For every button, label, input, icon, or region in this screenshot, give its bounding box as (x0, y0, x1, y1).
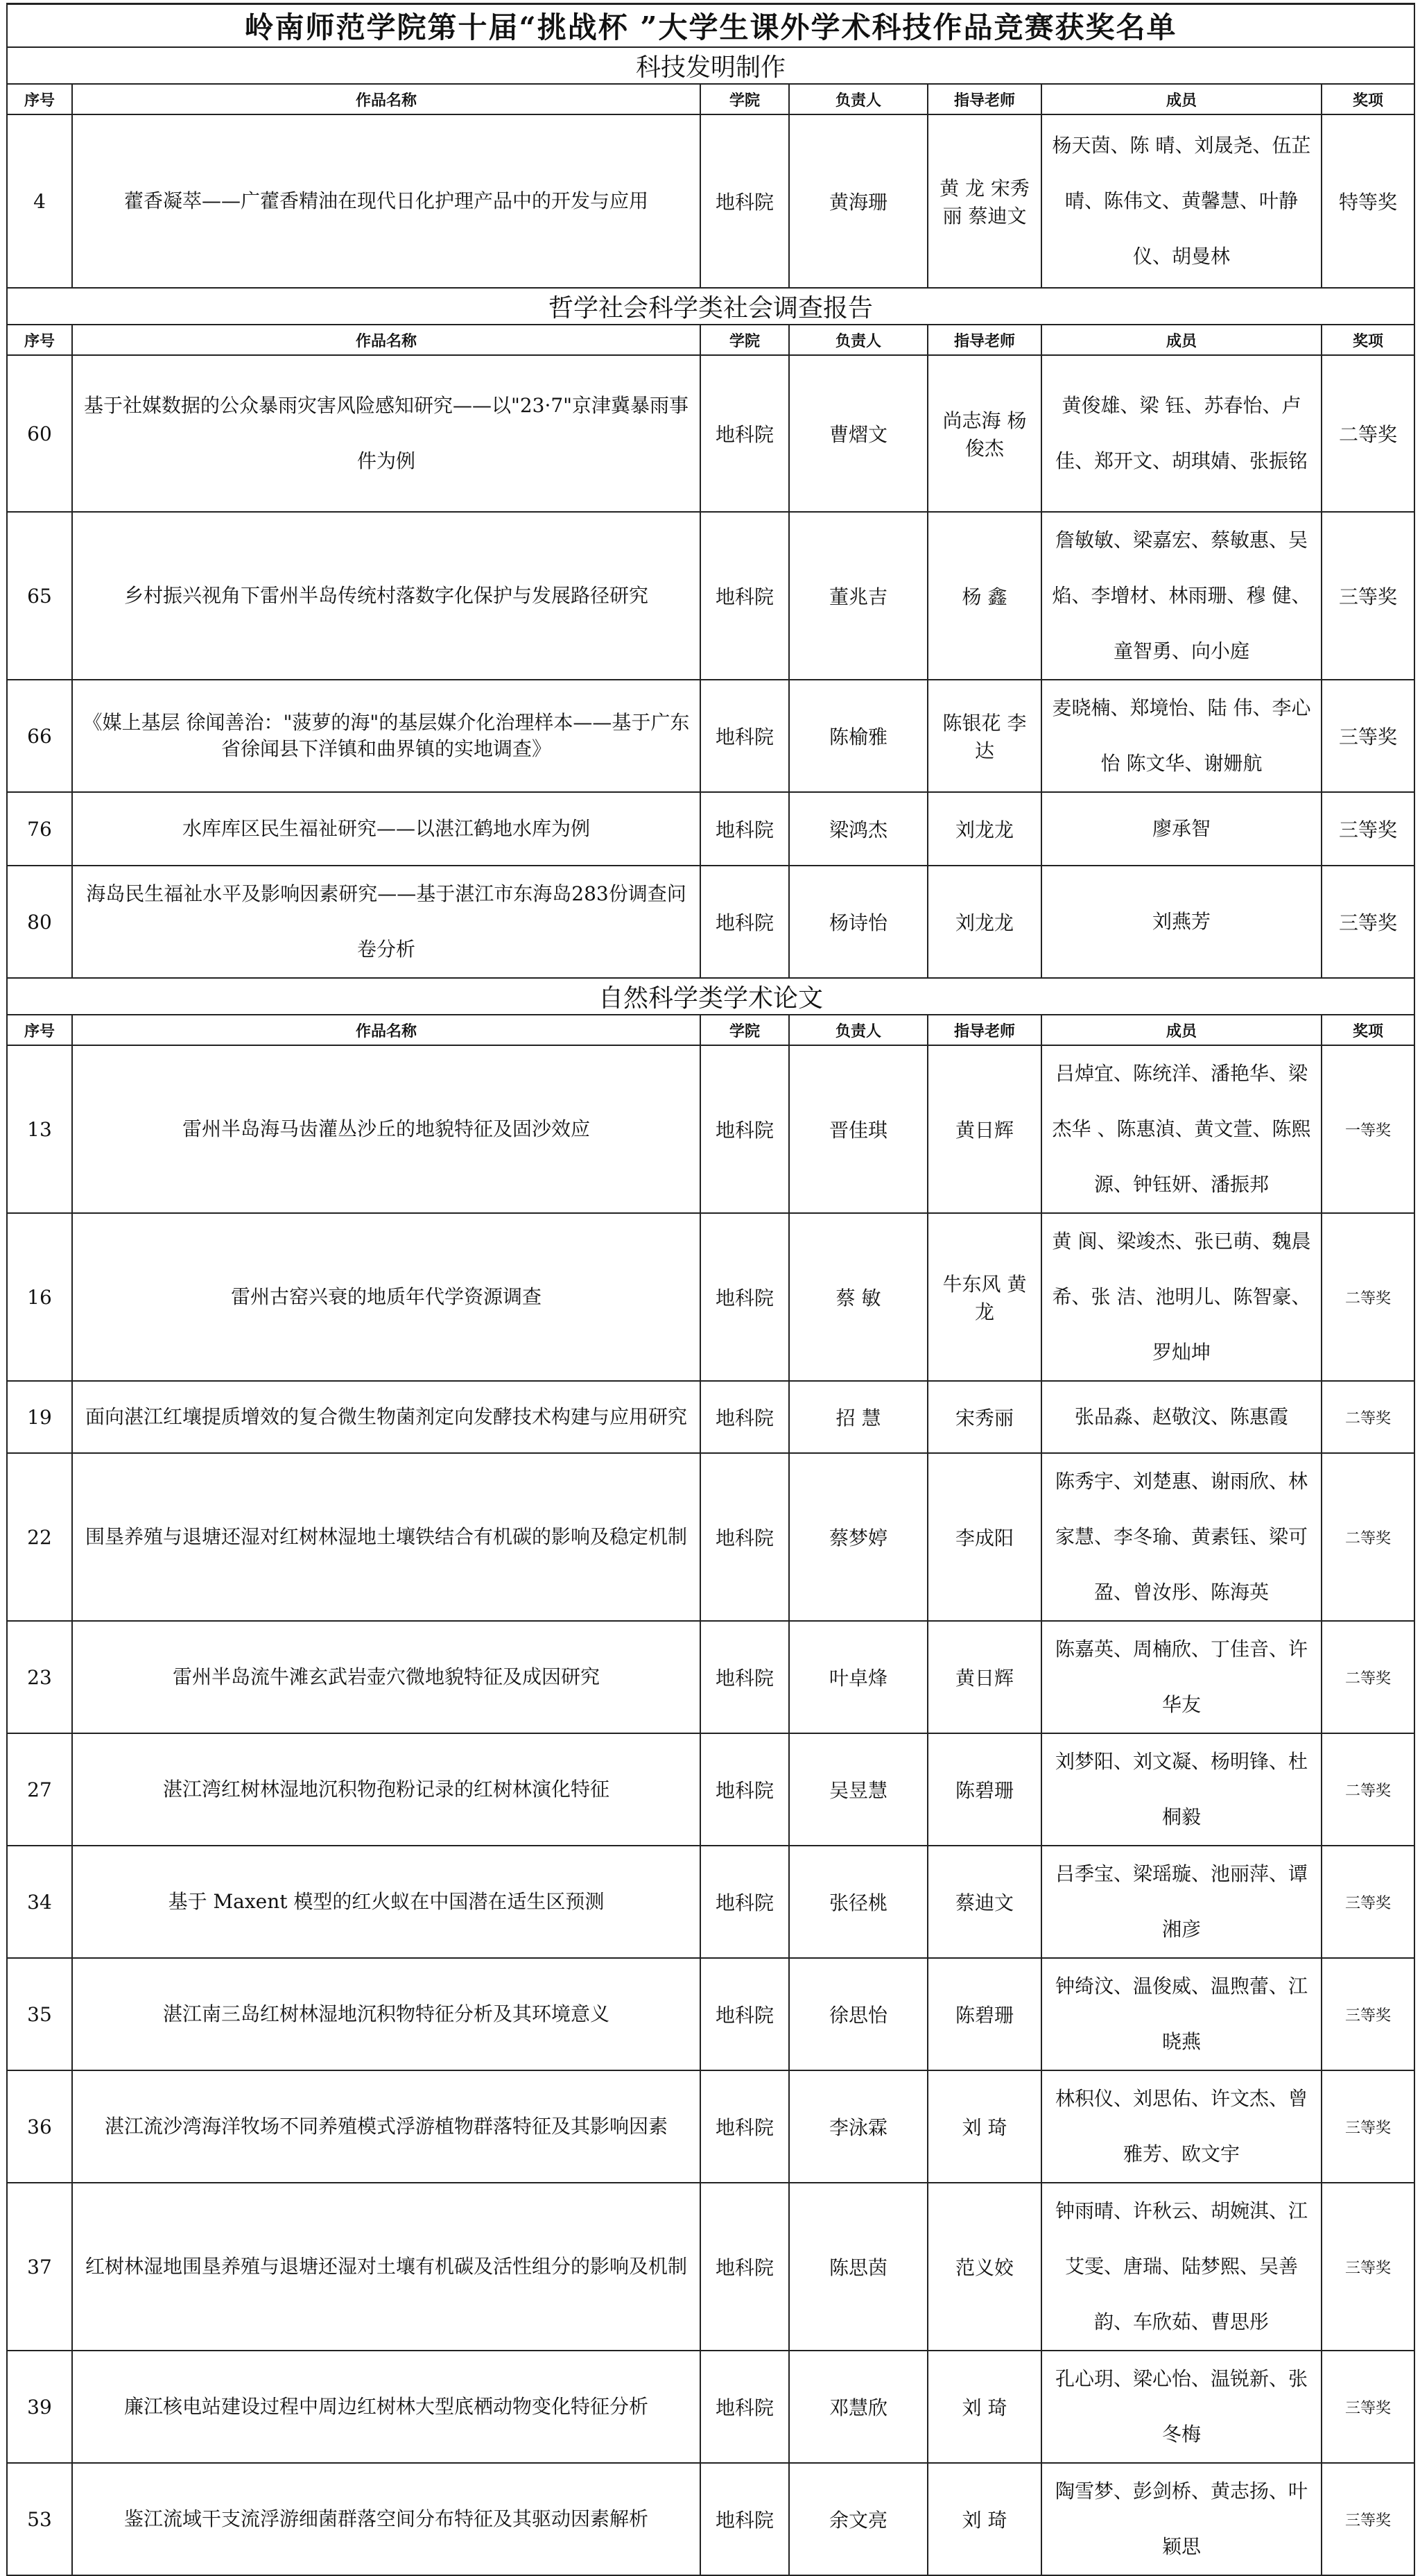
award: 二等奖 (1322, 1621, 1414, 1733)
members: 吕焯宜、陈统洋、潘艳华、梁杰华 、陈惠湞、黄文萱、陈熙源、钟钰妍、潘振邦 (1041, 1045, 1322, 1213)
advisor: 宋秀丽 (928, 1381, 1041, 1453)
leader: 吴昱慧 (789, 1733, 928, 1846)
advisor: 尚志海 杨俊杰 (928, 355, 1041, 512)
leader: 杨诗怡 (789, 866, 928, 978)
column-header: 负责人 (789, 325, 928, 355)
leader: 蔡梦婷 (789, 1453, 928, 1621)
table-row (7, 2183, 1414, 2351)
work-title: 雷州古窑兴衰的地质年代学资源调查 (72, 1213, 700, 1381)
award: 三等奖 (1322, 2183, 1414, 2351)
column-header: 序号 (7, 325, 72, 355)
work-title: 湛江流沙湾海洋牧场不同养殖模式浮游植物群落特征及其影响因素 (72, 2070, 700, 2183)
work-title: 《媒上基层 徐闻善治："菠萝的海"的基层媒介化治理样本——基于广东省徐闻县下洋镇和曲界镇的实地调查》 (72, 680, 700, 792)
members: 孔心玥、梁心怡、温锐新、张冬梅 (1041, 2351, 1322, 2463)
college: 地科院 (700, 2183, 789, 2351)
work-title: 围垦养殖与退塘还湿对红树林湿地土壤铁结合有机碳的影响及稳定机制 (72, 1453, 700, 1621)
row-number: 65 (7, 512, 72, 680)
table-row (7, 866, 1414, 978)
award: 三等奖 (1322, 866, 1414, 978)
section-title: 科技发明制作 (7, 47, 1414, 84)
table-row (7, 2463, 1414, 2575)
column-header: 学院 (700, 84, 789, 114)
work-title: 雷州半岛海马齿灌丛沙丘的地貌特征及固沙效应 (72, 1045, 700, 1213)
column-header: 指导老师 (928, 84, 1041, 114)
table-row (7, 792, 1414, 866)
work-title: 基于 Maxent 模型的红火蚁在中国潜在适生区预测 (72, 1846, 700, 1958)
members: 麦晓楠、郑境怡、陆 伟、李心怡 陈文华、谢姗航 (1041, 680, 1322, 792)
leader: 黄海珊 (789, 114, 928, 288)
row-number: 23 (7, 1621, 72, 1733)
column-header: 奖项 (1322, 1015, 1414, 1045)
work-title: 乡村振兴视角下雷州半岛传统村落数字化保护与发展路径研究 (72, 512, 700, 680)
leader: 陈思茵 (789, 2183, 928, 2351)
row-number: 36 (7, 2070, 72, 2183)
college: 地科院 (700, 2463, 789, 2575)
column-header: 学院 (700, 1015, 789, 1045)
work-title: 水库库区民生福祉研究——以湛江鹤地水库为例 (72, 792, 700, 866)
college: 地科院 (700, 512, 789, 680)
table-row (7, 1846, 1414, 1958)
table-row (7, 1958, 1414, 2070)
row-number: 60 (7, 355, 72, 512)
table-row (7, 680, 1414, 792)
table-row (7, 2070, 1414, 2183)
leader: 陈榆雅 (789, 680, 928, 792)
work-title: 藿香凝萃——广藿香精油在现代日化护理产品中的开发与应用 (72, 114, 700, 288)
award-document (6, 3, 1414, 2558)
members: 刘梦阳、刘文凝、杨明锋、杜桐毅 (1041, 1733, 1322, 1846)
work-title: 海岛民生福祉水平及影响因素研究——基于湛江市东海岛283份调查问卷分析 (72, 866, 700, 978)
column-header: 序号 (7, 84, 72, 114)
table-row (7, 114, 1414, 288)
column-header-row (7, 1015, 1414, 1045)
table-row (7, 1045, 1414, 1213)
column-header: 学院 (700, 325, 789, 355)
award: 二等奖 (1322, 1733, 1414, 1846)
college: 地科院 (700, 1621, 789, 1733)
advisor: 陈碧珊 (928, 1733, 1041, 1846)
college: 地科院 (700, 1846, 789, 1958)
work-title: 廉江核电站建设过程中周边红树林大型底栖动物变化特征分析 (72, 2351, 700, 2463)
leader: 张径桃 (789, 1846, 928, 1958)
table-row (7, 1381, 1414, 1453)
advisor: 陈银花 李 达 (928, 680, 1041, 792)
leader: 邓慧欣 (789, 2351, 928, 2463)
award: 二等奖 (1322, 1213, 1414, 1381)
column-header: 序号 (7, 1015, 72, 1045)
advisor: 刘龙龙 (928, 792, 1041, 866)
title-row (7, 4, 1414, 48)
column-header: 成员 (1041, 325, 1322, 355)
award: 特等奖 (1322, 114, 1414, 288)
members: 钟绮汶、温俊威、温煦蕾、江晓燕 (1041, 1958, 1322, 2070)
row-number: 53 (7, 2463, 72, 2575)
section-title: 自然科学类学术论文 (7, 978, 1414, 1015)
row-number: 16 (7, 1213, 72, 1381)
row-number: 76 (7, 792, 72, 866)
members: 刘燕芳 (1041, 866, 1322, 978)
column-header: 成员 (1041, 84, 1322, 114)
award: 三等奖 (1322, 2351, 1414, 2463)
advisor: 刘龙龙 (928, 866, 1041, 978)
members: 陈嘉英、周楠欣、丁佳音、许华友 (1041, 1621, 1322, 1733)
column-header: 负责人 (789, 84, 928, 114)
leader: 招 慧 (789, 1381, 928, 1453)
award-table (6, 3, 1415, 2576)
table-row (7, 512, 1414, 680)
leader: 余文亮 (789, 2463, 928, 2575)
college: 地科院 (700, 1045, 789, 1213)
college: 地科院 (700, 2351, 789, 2463)
row-number: 37 (7, 2183, 72, 2351)
page-title: 岭南师范学院第十届“挑战杯 ”大学生课外学术科技作品竞赛获奖名单 (7, 4, 1414, 48)
row-number: 19 (7, 1381, 72, 1453)
college: 地科院 (700, 792, 789, 866)
leader: 曹熠文 (789, 355, 928, 512)
column-header: 指导老师 (928, 325, 1041, 355)
college: 地科院 (700, 1213, 789, 1381)
leader: 梁鸿杰 (789, 792, 928, 866)
section-header-row (7, 288, 1414, 325)
advisor: 刘 琦 (928, 2463, 1041, 2575)
award: 三等奖 (1322, 2070, 1414, 2183)
advisor: 黄 龙 宋秀丽 蔡迪文 (928, 114, 1041, 288)
award: 三等奖 (1322, 680, 1414, 792)
row-number: 80 (7, 866, 72, 978)
work-title: 鉴江流域干支流浮游细菌群落空间分布特征及其驱动因素解析 (72, 2463, 700, 2575)
work-title: 面向湛江红壤提质增效的复合微生物菌剂定向发酵技术构建与应用研究 (72, 1381, 700, 1453)
advisor: 牛东风 黄 龙 (928, 1213, 1041, 1381)
column-header: 负责人 (789, 1015, 928, 1045)
advisor: 蔡迪文 (928, 1846, 1041, 1958)
college: 地科院 (700, 114, 789, 288)
column-header: 作品名称 (72, 325, 700, 355)
award: 二等奖 (1322, 1453, 1414, 1621)
members: 林积仪、刘思佑、许文杰、曾雅芳、欧文宇 (1041, 2070, 1322, 2183)
work-title: 基于社媒数据的公众暴雨灾害风险感知研究——以"23·7"京津冀暴雨事件为例 (72, 355, 700, 512)
members: 廖承智 (1041, 792, 1322, 866)
college: 地科院 (700, 1958, 789, 2070)
members: 吕季宝、梁瑶璇、池丽萍、谭湘彦 (1041, 1846, 1322, 1958)
college: 地科院 (700, 355, 789, 512)
column-header-row (7, 84, 1414, 114)
leader: 李泳霖 (789, 2070, 928, 2183)
row-number: 22 (7, 1453, 72, 1621)
leader: 徐思怡 (789, 1958, 928, 2070)
leader: 叶卓烽 (789, 1621, 928, 1733)
column-header: 指导老师 (928, 1015, 1041, 1045)
advisor: 黄日辉 (928, 1045, 1041, 1213)
advisor: 刘 琦 (928, 2351, 1041, 2463)
advisor: 范义姣 (928, 2183, 1041, 2351)
members: 杨天茵、陈 晴、刘晟尧、伍芷晴、陈伟文、黄馨慧、叶静仪、胡曼林 (1041, 114, 1322, 288)
row-number: 27 (7, 1733, 72, 1846)
members: 黄俊雄、梁 钰、苏春怡、卢 佳、郑开文、胡琪婧、张振铭 (1041, 355, 1322, 512)
college: 地科院 (700, 680, 789, 792)
award: 三等奖 (1322, 2463, 1414, 2575)
advisor: 李成阳 (928, 1453, 1041, 1621)
award: 三等奖 (1322, 792, 1414, 866)
section-header-row (7, 978, 1414, 1015)
advisor: 刘 琦 (928, 2070, 1041, 2183)
table-row (7, 1733, 1414, 1846)
work-title: 湛江湾红树林湿地沉积物孢粉记录的红树林演化特征 (72, 1733, 700, 1846)
college: 地科院 (700, 866, 789, 978)
work-title: 红树林湿地围垦养殖与退塘还湿对土壤有机碳及活性组分的影响及机制 (72, 2183, 700, 2351)
row-number: 39 (7, 2351, 72, 2463)
column-header: 作品名称 (72, 84, 700, 114)
table-row (7, 1621, 1414, 1733)
table-row (7, 2351, 1414, 2463)
work-title: 雷州半岛流牛滩玄武岩壶穴微地貌特征及成因研究 (72, 1621, 700, 1733)
row-number: 35 (7, 1958, 72, 2070)
award: 三等奖 (1322, 512, 1414, 680)
section-header-row (7, 47, 1414, 84)
row-number: 4 (7, 114, 72, 288)
leader: 董兆吉 (789, 512, 928, 680)
advisor: 陈碧珊 (928, 1958, 1041, 2070)
college: 地科院 (700, 1733, 789, 1846)
column-header: 成员 (1041, 1015, 1322, 1045)
members: 钟雨晴、许秋云、胡婉淇、江艾雯、唐瑞、陆梦熙、吴善韵、车欣茹、曹思彤 (1041, 2183, 1322, 2351)
award: 三等奖 (1322, 1846, 1414, 1958)
row-number: 66 (7, 680, 72, 792)
college: 地科院 (700, 2070, 789, 2183)
members: 陶雪梦、彭剑桥、黄志扬、叶颖思 (1041, 2463, 1322, 2575)
members: 陈秀宇、刘楚惠、谢雨欣、林家慧、李冬瑜、黄素钰、梁可盈、曾汝彤、陈海英 (1041, 1453, 1322, 1621)
award: 一等奖 (1322, 1045, 1414, 1213)
college: 地科院 (700, 1453, 789, 1621)
work-title: 湛江南三岛红树林湿地沉积物特征分析及其环境意义 (72, 1958, 700, 2070)
column-header: 奖项 (1322, 84, 1414, 114)
advisor: 黄日辉 (928, 1621, 1041, 1733)
row-number: 34 (7, 1846, 72, 1958)
column-header: 作品名称 (72, 1015, 700, 1045)
college: 地科院 (700, 1381, 789, 1453)
row-number: 13 (7, 1045, 72, 1213)
members: 黄 阆、梁竣杰、张已萌、魏晨希、张 洁、池明儿、陈智豪、罗灿坤 (1041, 1213, 1322, 1381)
table-row (7, 355, 1414, 512)
column-header: 奖项 (1322, 325, 1414, 355)
leader: 蔡 敏 (789, 1213, 928, 1381)
members: 张品淼、赵敬汶、陈惠霞 (1041, 1381, 1322, 1453)
section-title: 哲学社会科学类社会调查报告 (7, 288, 1414, 325)
award: 二等奖 (1322, 355, 1414, 512)
award: 二等奖 (1322, 1381, 1414, 1453)
members: 詹敏敏、梁嘉宏、蔡敏惠、吴 焰、李增材、林雨珊、穆 健、童智勇、向小庭 (1041, 512, 1322, 680)
column-header-row (7, 325, 1414, 355)
award: 三等奖 (1322, 1958, 1414, 2070)
advisor: 杨 鑫 (928, 512, 1041, 680)
table-row (7, 1213, 1414, 1381)
leader: 晋佳琪 (789, 1045, 928, 1213)
table-row (7, 1453, 1414, 1621)
